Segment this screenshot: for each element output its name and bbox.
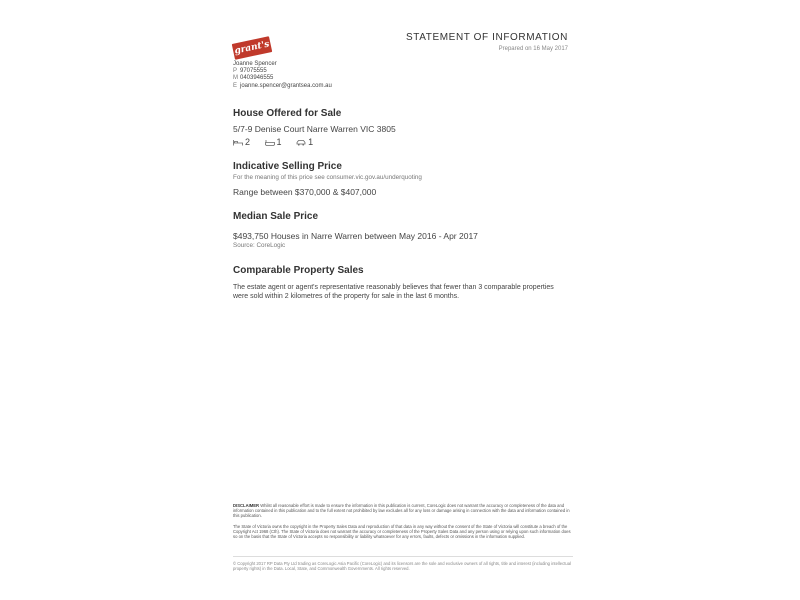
comparable-text: The estate agent or agent's representative reasonably believes that fewer than 3 comparable properties were sold within 2 kilometres of the property for sale in the last 6 months. bbox=[233, 284, 554, 300]
property-features bbox=[233, 137, 325, 147]
bedrooms-count: 2 bbox=[245, 137, 251, 147]
comparable-heading: Comparable Property Sales bbox=[233, 265, 364, 276]
victoria-notice: The State of Victoria owns the copyright in the Property Sales Data and reproduction of that data in any way without the consent of the State of Victoria will constitute a breach of the Copyright Act 1968 (Cth). The State of Victoria does not warrant the accuracy or completeness of the Property Sales Data and any person using or relying upon such information does so on the basis that the State of Victoria accepts no responsibility or liability whatsoever for any errors, faults, defects or omissions in the information supplied. bbox=[233, 524, 571, 540]
agent-phone: 97075555 bbox=[240, 68, 267, 75]
disclaimer-label: DISCLAIMER bbox=[233, 503, 260, 508]
car-icon bbox=[296, 139, 306, 146]
median-value: $493,750 Houses in Narre Warren between May 2016 - Apr 2017 bbox=[233, 231, 478, 241]
house-heading: House Offered for Sale bbox=[233, 108, 342, 119]
agent-mobile-row bbox=[233, 75, 332, 82]
property-address: 5/7-9 Denise Court Narre Warren VIC 3805 bbox=[233, 124, 396, 134]
agent-contact bbox=[233, 61, 332, 90]
statement-title: STATEMENT OF INFORMATION bbox=[406, 32, 568, 43]
agent-mobile: 0403946555 bbox=[240, 75, 274, 82]
prepared-date: Prepared on 16 May 2017 bbox=[498, 46, 568, 52]
agent-name: Joanne Spencer bbox=[233, 61, 277, 67]
agent-phone-row bbox=[233, 68, 332, 75]
median-heading: Median Sale Price bbox=[233, 211, 319, 222]
disclaimer bbox=[233, 503, 573, 519]
agent-email: joanne.spencer@grantsea.com.au bbox=[240, 82, 332, 89]
bedrooms-feature bbox=[233, 137, 250, 147]
car-spaces-count: 1 bbox=[308, 137, 314, 147]
grants-logo: grant's bbox=[232, 36, 272, 60]
bathrooms-feature bbox=[265, 137, 282, 147]
price-range: Range between $370,000 & $407,000 bbox=[233, 187, 377, 197]
indicative-heading: Indicative Selling Price bbox=[233, 161, 342, 172]
phone-label: P bbox=[233, 68, 238, 75]
agent-email-row bbox=[233, 83, 332, 90]
bathrooms-count: 1 bbox=[276, 137, 282, 147]
footer-divider bbox=[233, 556, 573, 557]
underquoting-note: For the meaning of this price see consumer.vic.gov.au/underquoting bbox=[233, 174, 422, 181]
copyright-notice: © Copyright 2017 RP Data Pty Ltd trading as CoreLogic Asia Pacific (CoreLogic) and its licensors are the sole and exclusive owners of all rights, title and interest (including intellectual property rights) in the Data. Local, State, and Commonwealth Governments. All rights reserved. bbox=[233, 561, 571, 572]
median-source: Source: CoreLogic bbox=[233, 242, 286, 249]
mobile-label: M bbox=[233, 75, 238, 82]
bed-icon bbox=[233, 139, 243, 146]
car-spaces-feature bbox=[296, 137, 313, 147]
disclaimer-text: Whilst all reasonable effort is made to ensure the information in this publication is current, CoreLogic does not warrant the accuracy or completeness of the data and information contained in this publication and to the full extent not prohibited by law excludes all for any loss or damage arising in connection with the data and information contained in this publication. bbox=[233, 503, 570, 519]
bath-icon bbox=[265, 139, 275, 146]
email-label: E bbox=[233, 82, 238, 89]
